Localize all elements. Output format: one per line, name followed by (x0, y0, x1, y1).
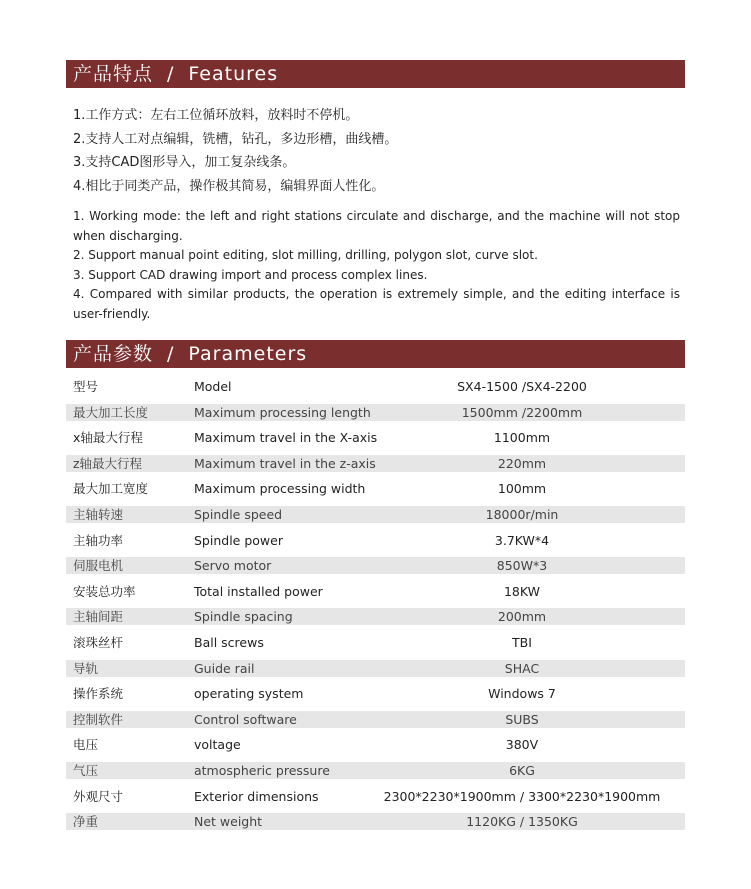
features-heading-separator: / (167, 63, 175, 85)
table-row (66, 579, 685, 605)
param-name-en: operating system (194, 686, 304, 702)
param-value: 18KW (503, 583, 541, 599)
param-name-cn: z轴最大行程 (73, 455, 143, 471)
param-value: 1120KG / 1350KG (466, 814, 578, 830)
param-name-cn: 主轴间距 (73, 609, 124, 625)
param-value: 200mm (497, 609, 547, 625)
table-row (66, 758, 685, 784)
param-value: Windows 7 (488, 686, 556, 702)
table-row (66, 528, 685, 554)
parameters-heading-cn: 产品参数 (73, 343, 154, 365)
param-name-en: Spindle speed (194, 506, 283, 522)
table-row (66, 784, 685, 810)
param-name-cn: 操作系统 (73, 686, 124, 702)
param-name-en: Spindle power (194, 532, 283, 548)
table-row (66, 553, 685, 579)
param-name-en: Maximum processing length (194, 404, 371, 420)
param-name-en: Maximum travel in the z-axis (194, 455, 376, 471)
param-name-en: Total installed power (194, 583, 323, 599)
param-name-cn: 型号 (73, 379, 99, 394)
param-name-cn: 伺服电机 (73, 558, 124, 574)
feature-item-en: 2. Support manual point editing, slot milling, drilling, polygon slot, curve slot. (73, 248, 538, 263)
param-value: TBI (512, 634, 532, 650)
param-value: 850W*3 (496, 558, 548, 574)
table-row (66, 809, 685, 835)
param-value: 380V (505, 737, 539, 753)
table-row (66, 502, 685, 528)
features-list-en (73, 207, 680, 325)
param-name-cn: 控制软件 (73, 711, 124, 727)
param-name-cn: 净重 (73, 814, 99, 830)
param-name-en: voltage (194, 737, 241, 753)
table-row (66, 656, 685, 682)
param-value: 220mm (497, 455, 547, 471)
param-name-cn: 导轨 (73, 660, 99, 676)
param-value: 1500mm /2200mm (461, 404, 583, 420)
param-name-en: Net weight (194, 814, 263, 830)
param-name-cn: 安装总功率 (73, 583, 136, 599)
table-row (66, 707, 685, 733)
param-name-en: Ball screws (194, 634, 264, 650)
features-list-cn (73, 104, 683, 198)
parameters-heading-en: Parameters (188, 343, 308, 365)
param-name-cn: 气压 (73, 762, 99, 778)
parameters-heading-separator: / (167, 343, 175, 365)
table-row (66, 630, 685, 656)
param-name-en: Maximum travel in the X-axis (194, 430, 378, 446)
param-name-en: Model (194, 379, 232, 394)
param-name-cn: 电压 (73, 737, 99, 753)
features-heading-band (66, 60, 685, 88)
parameters-heading-band (66, 340, 685, 368)
param-name-cn: 最大加工宽度 (73, 481, 149, 497)
param-name-cn: 最大加工长度 (73, 404, 149, 420)
table-row (66, 451, 685, 477)
param-value: SX4-1500 /SX4-2200 (457, 379, 587, 394)
param-name-cn: 主轴功率 (73, 532, 124, 548)
param-name-cn: x轴最大行程 (73, 430, 143, 446)
param-name-en: atmospheric pressure (194, 762, 330, 778)
param-name-en: Servo motor (194, 558, 272, 574)
parameters-table (66, 374, 685, 835)
feature-item-en: 1. Working mode: the left and right stations circulate and discharge, and the machine will not stop when discharging. (73, 209, 680, 243)
param-value: 3.7KW*4 (494, 532, 550, 548)
param-value: 2300*2230*1900mm / 3300*2230*1900mm (383, 788, 661, 804)
table-row (66, 476, 685, 502)
param-name-cn: 滚珠丝杆 (73, 634, 124, 650)
feature-item-en: 4. Compared with similar products, the operation is extremely simple, and the editing interface is user-friendly. (73, 287, 680, 321)
table-row (66, 604, 685, 630)
features-heading-en: Features (188, 63, 279, 85)
features-heading-cn: 产品特点 (73, 63, 154, 85)
table-row (66, 400, 685, 426)
feature-item-cn: 3.支持CAD图形导入，加工复杂线条。 (73, 155, 296, 170)
param-name-cn: 主轴转速 (73, 506, 124, 522)
param-value: 6KG (509, 762, 535, 778)
feature-item-cn: 1.工作方式：左右工位循环放料，放料时不停机。 (73, 108, 359, 123)
table-row (66, 681, 685, 707)
param-value: 18000r/min (485, 506, 559, 522)
param-value: SHAC (504, 660, 540, 676)
param-name-en: Maximum processing width (194, 481, 366, 497)
param-name-en: Exterior dimensions (194, 788, 319, 804)
param-name-en: Control software (194, 711, 297, 727)
param-name-en: Spindle spacing (194, 609, 293, 625)
param-value: SUBS (505, 711, 539, 727)
param-value: 100mm (497, 481, 547, 497)
table-row (66, 732, 685, 758)
table-row (66, 425, 685, 451)
table-row (66, 374, 685, 400)
param-value: 1100mm (493, 430, 551, 446)
feature-item-en: 3. Support CAD drawing import and process complex lines. (73, 267, 428, 282)
feature-item-cn: 2.支持人工对点编辑，铣槽，钻孔，多边形槽，曲线槽。 (73, 131, 398, 147)
param-name-cn: 外观尺寸 (73, 788, 124, 804)
param-name-en: Guide rail (194, 660, 255, 676)
feature-item-cn: 4.相比于同类产品，操作极其简易，编辑界面人性化。 (73, 178, 385, 194)
